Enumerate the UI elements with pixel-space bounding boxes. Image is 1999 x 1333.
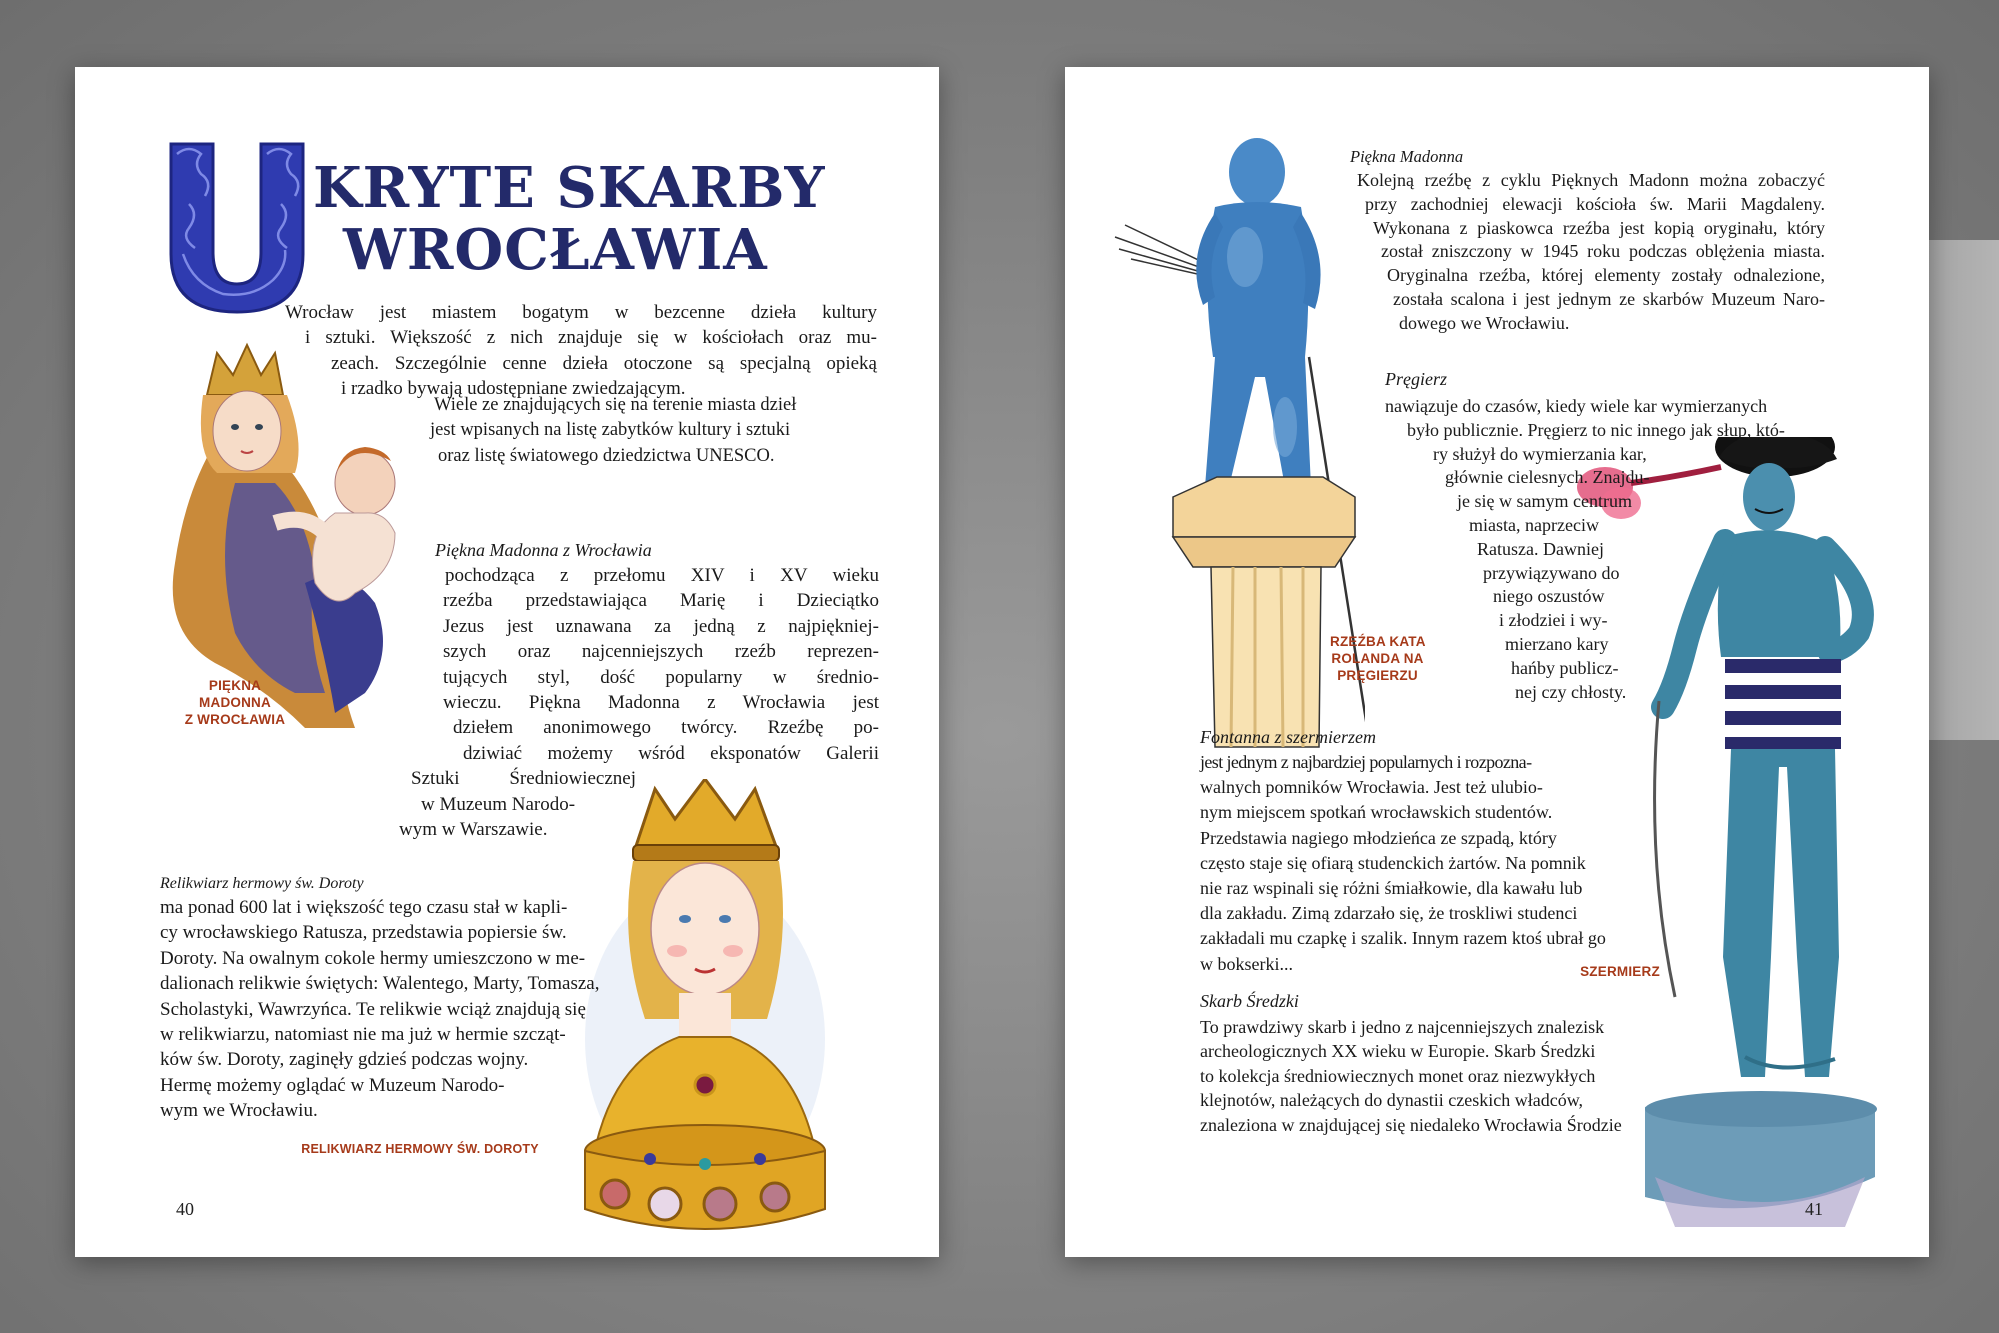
decorative-initial-u	[163, 134, 311, 316]
roland-statue-illustration	[1105, 127, 1365, 752]
right-madonna-heading: Piękna Madonna	[1350, 147, 1464, 166]
madonna-heading: Piękna Madonna z Wrocławia	[435, 540, 652, 560]
skarb-paragraph: To prawdziwy skarb i jedno z najcenniejszych znalezisk archeologicznych XX wieku w Europie. Skarb Średzki to kolekcja średniowiecznych monet oraz niezwykłych klejnotów, należących do dynastii czeskich władców, znaleziona w znajdującej się niedaleko Wrocławia Środzie	[1200, 1017, 1622, 1135]
madonna-paragraph: pochodząca z przełomu XIV i XV wieku rzeźba przedstawiająca Marię i Dzieciątko Jezus jest uznawana za jedną z najpiękniej- szych oraz najcenniejszych rzeźb reprezen- tujących styl, dość popularny w średnio- wieczu. Piękna Madonna z Wrocławia jest dziełem anonimowego twórcy. Rzeźbę po- dziwiać możemy wśród eksponatów Galerii Sztuki Średniowiecznej w Muzeum Narodo- wym w Warszawie.	[399, 565, 879, 841]
pregierz-heading: Pręgierz	[1385, 369, 1447, 389]
unesco-paragraph: Wiele ze znajdujących się na terenie miasta dzieł jest wpisanych na listę zabytków kultury i sztuki oraz listę światowego dziedzictwa UNESCO.	[430, 395, 797, 466]
relikwiarz-heading: Relikwiarz hermowy św. Doroty	[160, 875, 364, 892]
madonna-caption: PIĘKNA MADONNA Z WROCŁAWIA	[184, 678, 286, 727]
intro-paragraph: Wrocław jest miastem bogatym w bezcenne dzieła kultury i sztuki. Większość z nich znajduje się w kościołach oraz mu- zeach. Szczególnie cenne dzieła otoczone są specjalną opieką i rzadko bywają udostępniane zwiedzającym.	[285, 302, 877, 400]
relikwiarz-caption: RELIKWIARZ HERMOWY ŚW. DOROTY	[301, 1142, 539, 1156]
left-page	[75, 67, 939, 1257]
relikwiarz-paragraph: ma ponad 600 lat i większość tego czasu stał w kapli- cy wrocławskiego Ratusza, przedstawia popiersie św. Doroty. Na owalnym cokole hermy umieszczono w me- dalionach relikwie świętych: Walentego, Marty, Tomasza, Scholastyki, Wawrzyńca. Te relikwie wciąż znajdują się w relikwiarzu, natomiast nie ma już w hermie szcząt- ków św. Doroty, zaginęły gdzieś podczas wojny. Hermę możemy oglądać w Muzeum Narodo- wym we Wrocławiu.	[160, 897, 600, 1122]
right-page	[1065, 67, 1929, 1257]
pregierz-paragraph: nawiązuje do czasów, kiedy wiele kar wymierzanych było publicznie. Pręgierz to nic innego jak słup, któ- ry służył do wymierzania kar, głównie cielesnych. Znajdu- je się w samym centrum miasta, naprzeciw Ratusza. Dawniej przywiązywano do niego oszustów i złodziei i wy- mierzano kary hańby publicz- nej czy chłosty.	[1385, 396, 1785, 702]
page-title-line1: KRYTE SKARBY	[313, 155, 826, 221]
page-number-left: 40	[176, 1199, 194, 1219]
page-title-line2: WROCŁAWIA	[343, 217, 768, 283]
fontanna-paragraph: jest jednym z najbardziej popularnych i rozpozna- walnych pomników Wrocławia. Jest też ulubio- nym miejscem spotkań wrocławskich studentów. Przedstawia nagiego młodzieńca ze szpadą, który często staje się ofiarą studenckich żartów. Na pomnik nie raz wspinali się różni śmiałkowie, dla kawału lub dla zakładu. Zimą zdarzało się, że troskliwi studenci zakładali mu czapkę i szalik. Innym razem ktoś ubrał go w bokserki...	[1200, 752, 1606, 974]
skarb-heading: Skarb Średzki	[1200, 991, 1299, 1011]
roland-caption: RZEŹBA KATA ROLANDA NA PRĘGIERZU	[1330, 634, 1426, 683]
right-madonna-paragraph: Kolejną rzeźbę z cyklu Pięknych Madonn można zobaczyć przy zachodniej elewacji kościoła św. Marii Magdaleny. Wykonana z piaskowca rzeźba jest kopią oryginału, który został zniszczony w 1945 roku podczas oblężenia miasta. Oryginalna rzeźba, której elementy zostały odnalezione, została scalona i jest jednym ze skarbów Muzeum Naro- dowego we Wrocławiu.	[1357, 170, 1825, 333]
fontanna-heading: Fontanna z szermierzem	[1200, 727, 1376, 747]
page-number-right: 41	[1805, 1199, 1823, 1219]
szermierz-caption: SZERMIERZ	[1580, 964, 1660, 979]
madonna-illustration	[155, 333, 435, 733]
